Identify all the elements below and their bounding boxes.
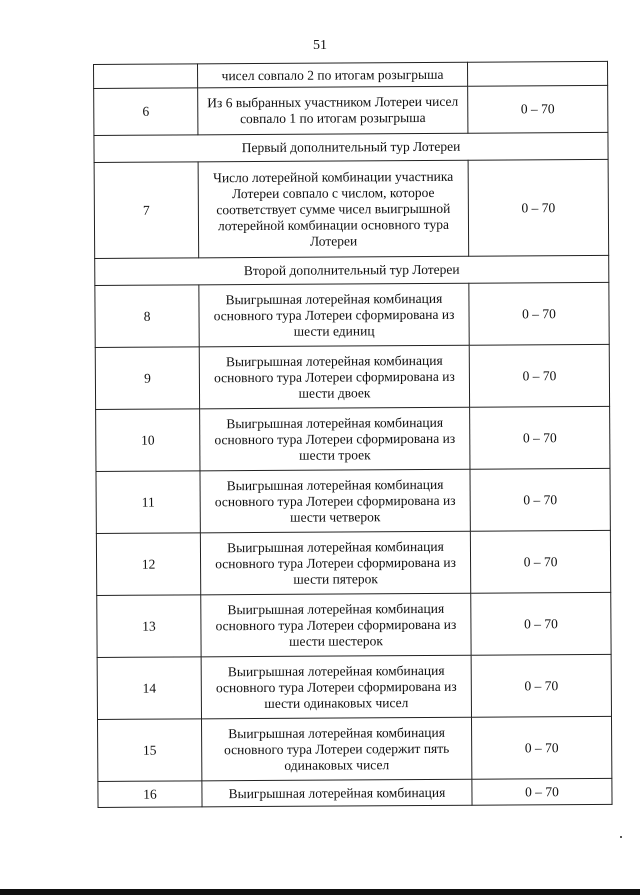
- row-description-cell: Число лотерейной комбинации участника Лотереи совпало с числом, которое соответствует сумме чисел выигрышной лотерейной комбинации основного тура Лотереи: [198, 160, 469, 258]
- row-value-cell: [467, 61, 607, 86]
- table-row: [94, 85, 608, 135]
- row-number-cell: 16: [98, 781, 202, 808]
- row-description-cell: Выигрышная лотерейная комбинация основного тура Лотереи содержит пять одинаковых чисел: [202, 717, 472, 781]
- row-value-cell: 0 – 70: [470, 468, 610, 531]
- section-header-row: [95, 255, 609, 285]
- row-number-cell: 9: [95, 347, 199, 410]
- row-number-cell: 8: [95, 285, 199, 348]
- row-number-cell: 11: [96, 471, 200, 534]
- row-description-cell: Выигрышная лотерейная комбинация основного тура Лотереи сформирована из шести троек: [200, 407, 470, 471]
- row-value-cell: 0 – 70: [468, 159, 609, 256]
- row-description-cell: Выигрышная лотерейная комбинация основного тура Лотереи сформирована из шести пятерок: [200, 531, 470, 595]
- row-value-cell: 0 – 70: [471, 654, 611, 717]
- row-description-cell: Выигрышная лотерейная комбинация основного тура Лотереи сформирована из шести единиц: [199, 283, 469, 347]
- row-value-cell: 0 – 70: [469, 344, 609, 407]
- prize-table: [93, 61, 613, 808]
- row-value-cell: 0 – 70: [468, 85, 608, 133]
- table-row: [96, 406, 610, 471]
- table-row: [94, 159, 609, 258]
- scan-speck: [620, 836, 622, 838]
- table-row: [98, 778, 612, 807]
- row-description-cell: Выигрышная лотерейная комбинация основного тура Лотереи сформирована из шести четверок: [200, 469, 470, 533]
- row-description-cell: Выигрышная лотерейная комбинация основного тура Лотереи сформирована из шести двоек: [199, 345, 469, 409]
- table-row: [97, 654, 611, 719]
- row-number-cell: 6: [94, 88, 198, 136]
- row-number-cell: 12: [96, 533, 200, 596]
- table-row: [98, 716, 612, 781]
- row-value-cell: 0 – 70: [470, 406, 610, 469]
- scan-edge-bar: [0, 889, 640, 895]
- row-description-cell: Из 6 выбранных участником Лотереи чисел совпало 1 по итогам розыгрыша: [198, 86, 468, 135]
- section-title: Второй дополнительный тур Лотереи: [95, 255, 609, 285]
- row-value-cell: 0 – 70: [471, 716, 611, 779]
- row-description-cell: чисел совпало 2 по итогам розыгрыша: [198, 62, 468, 88]
- table-row: [94, 61, 608, 88]
- table-row: [97, 592, 611, 657]
- table-row: [95, 344, 609, 409]
- row-number-cell: [94, 64, 198, 89]
- table-row: [96, 468, 610, 533]
- row-description-cell: Выигрышная лотерейная комбинация: [202, 779, 472, 807]
- row-number-cell: 10: [96, 409, 200, 472]
- row-value-cell: 0 – 70: [469, 282, 609, 345]
- row-number-cell: 14: [97, 657, 201, 720]
- page-number: 51: [313, 38, 327, 53]
- section-header-row: [94, 132, 608, 162]
- row-description-cell: Выигрышная лотерейная комбинация основного тура Лотереи сформирована из шести шестерок: [201, 593, 471, 657]
- row-number-cell: 15: [98, 719, 202, 782]
- row-value-cell: 0 – 70: [472, 778, 612, 805]
- row-description-cell: Выигрышная лотерейная комбинация основного тура Лотереи сформирована из шести одинаковых чисел: [201, 655, 471, 719]
- section-title: Первый дополнительный тур Лотереи: [94, 132, 608, 162]
- row-number-cell: 7: [94, 162, 199, 259]
- row-number-cell: 13: [97, 595, 201, 658]
- row-value-cell: 0 – 70: [470, 530, 610, 593]
- table-row: [95, 282, 609, 347]
- table-row: [96, 530, 610, 595]
- row-value-cell: 0 – 70: [471, 592, 611, 655]
